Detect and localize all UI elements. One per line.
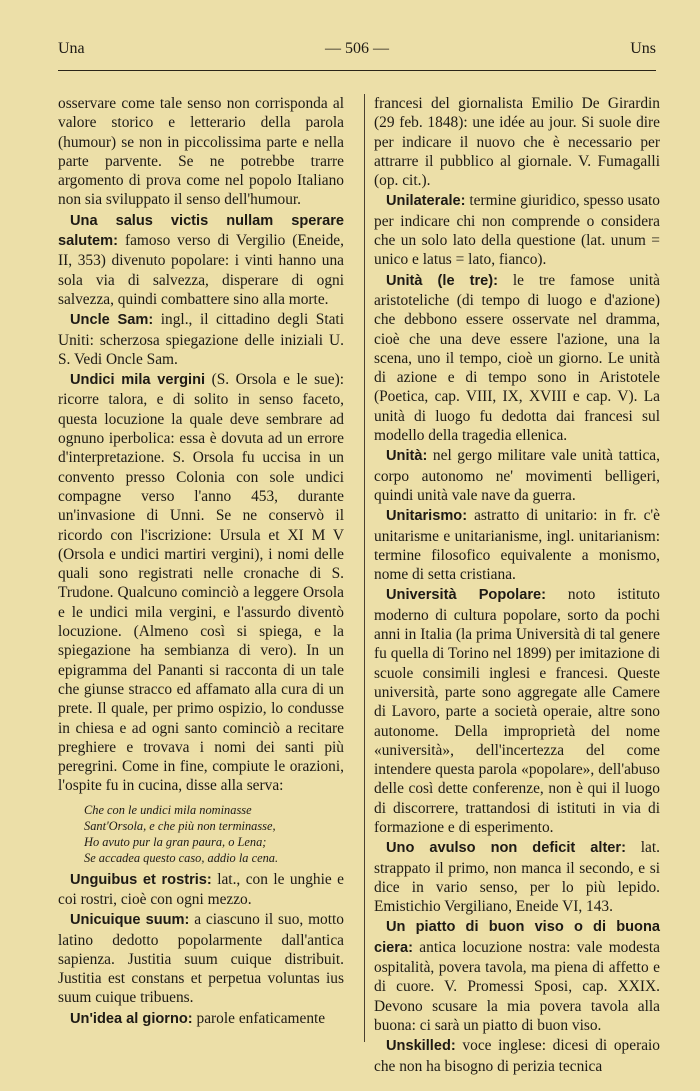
- entry-definition: ingl., il cittadino degli Stati Uniti: scherzosa spiegazione delle iniziali U. S. Vedi Oncle Sam.: [58, 311, 344, 368]
- verse-line: Ho avuto pur la gran paura, o Lena;: [84, 834, 267, 849]
- entry-continuation: [58, 94, 344, 210]
- verse-line: Che con le undici mila nominasse: [84, 802, 252, 817]
- dictionary-entry: [58, 1009, 344, 1029]
- entry-definition: lat., con le unghie e coi rostri, cioè con ogni mezzo.: [58, 870, 344, 908]
- dictionary-entry: [58, 310, 344, 369]
- entry-term: Un piatto di buon viso o di buona ciera:: [374, 919, 660, 956]
- entry-definition: (S. Orsola e le sue): ricorre talora, e di solito in senso faceto, questa locuzione la quale deve sembrare ad ognuno iperbolica: essa è dovuta ad un errore d'interpretazione. S. Orsola fu uccisa in un convento presso Colonia con sole undici compagne verso l'anno 453, durante un'invasione di Unni. Se ne conservò il ricordo con l'iscrizione: Ursula et XI M V (Orsola e undici martiri vergini), i nomi delle quali sono registrati nelle cronache di S. Trudone. Qualcuno cominciò a leggere Orsola e le undici mila vergini, e l'assurdo diventò locuzione. (Almeno così si spiega, e la spiegazione ha sembianza di vero). In un epigramma del Pananti si racconta di un tale che giunse stracco ed affamato alla cura di un prete. Il quale, per primo ospizio, lo condusse in chiesa e ad ogni santo cominciò a recitare preghiere e trovava i nomi dei santi più peregrini. Come in fine, compiute le orazioni, l'ospite fu in cucina, disse alla serva:: [58, 371, 344, 795]
- entry-text: francesi del giornalista Emilio De Girardin (29 feb. 1848): une idée au jour. Si suole dire per indicare il nuovo che è necessario per attrarre il pubblico al giornale. V. Fumagalli (op. cit.).: [374, 95, 660, 190]
- entry-definition: lat. strappato il primo, non manca il secondo, e si dice in vario senso, per lo più lepido. Emistichio Vergiliano, Eneide VI, 143.: [374, 839, 660, 916]
- entry-term: Unguibus et rostris:: [70, 871, 212, 888]
- entry-term: Unitarismo:: [386, 508, 468, 525]
- entry-term: Unicuique suum:: [70, 912, 190, 929]
- entry-text: osservare come tale senso non corrisponda al valore storico e letterario della parola (humour) se non in piccolissima parte e nella parte parvente. Se ne potrebbe trarre argomento di prova come nel popolo Italiano non sia sviluppato il senso dell'humour.: [58, 95, 344, 209]
- dictionary-entry: [58, 211, 344, 309]
- dictionary-entry: [374, 917, 660, 1035]
- entry-term: Unità (le tre):: [386, 272, 499, 289]
- entry-term: Unskilled:: [386, 1038, 456, 1055]
- dictionary-entry: [374, 1036, 660, 1076]
- entry-definition: le tre famose unità aristoteliche (di tempo di luogo e d'azione) che debbono essere osservate nel dramma, cioè che una deve essere l'azione, una la scena, uno il tempo, cioè un giorno. Le unità di azione e di tempo sono in Aristotele (Poetica, cap. VIII, IX, XVIII e cap. V). La unità di luogo fu dedotta dai francesi sul modello della tragedia ellenica.: [374, 271, 660, 445]
- left-column: [58, 94, 344, 1030]
- header-rule: [58, 70, 656, 71]
- entry-definition: antica locuzione nostra: vale modesta ospitalità, povera tavola, ma piena di affetto e di cuore. V. Promessi Sposi, cap. XXIX. Devono scusare la mia povera tavola alla buona: ci sarà un piatto di buon viso.: [374, 938, 660, 1034]
- entry-term: Uno avulso non deficit alter:: [386, 840, 626, 857]
- entry-definition: termine giuridico, spesso usato per indicare chi non comprende o considera che un solo lato della questione (lat. unum = unico e latus = lato, fianco).: [374, 192, 660, 269]
- entry-term: Unità:: [386, 448, 428, 465]
- verse-line: Se accadea questo caso, addio la cena.: [84, 850, 279, 865]
- entry-definition: astratto di unitario: in fr. c'è unitarisme e unitarianisme, ingl. unitarianism: termine filosofico equivalente a monismo, nome di setta cristiana.: [374, 507, 661, 584]
- entry-definition: parole enfaticamente: [196, 1009, 326, 1027]
- dictionary-entry: [374, 838, 660, 916]
- entry-definition: voce inglese: dicesi di operaio che non ha bisogno di perizia tecnica: [374, 1037, 660, 1075]
- dictionary-entry: [374, 585, 660, 837]
- entry-definition: nel gergo militare vale unità tattica, corpo autonomo ne' movimenti belligeri, quindi unità vale nave da guerra.: [374, 447, 660, 504]
- page-number: — 506 —: [325, 40, 389, 57]
- dictionary-entry: [58, 870, 344, 910]
- column-divider: [364, 94, 365, 1042]
- dictionary-entry: [374, 271, 660, 446]
- entry-term: Unilaterale:: [386, 193, 466, 210]
- entry-term: Un'idea al giorno:: [70, 1010, 193, 1027]
- dictionary-entry: [58, 370, 344, 796]
- header-last-word: Uns: [630, 40, 656, 57]
- header-first-word: Una: [58, 40, 85, 57]
- dictionary-entry: [374, 506, 660, 584]
- entry-term: Undici mila vergini: [70, 372, 206, 389]
- entry-definition: a ciascuno il suo, motto latino dedotto popolarmente dall'antica sapienza. Justitia suum cuique distribuit. Justitia est constans et perpetua voluntas ius suum cuique tribuens.: [58, 911, 344, 1007]
- right-column: [374, 94, 660, 1077]
- entry-definition: noto istituto moderno di cultura popolare, sorto da pochi anni in Italia (la prima Università di tal genere fu quella di Torino nel 1899) per imitazione di scuole consimili inglesi e francesi. Queste università, parte sono aggregate alle Camere di Lavoro, parte a società operaie, altre sono autonome. Della improprietà del nome «università», dell'incertezza del come intendere questa parola «popolare», dell'abuso delle così dette conferenze, non è qui il luogo di discorrere, trattandosi di istituti in via di formazione e di esperimento.: [374, 586, 660, 836]
- entry-term: Una salus victis nullam sperare salutem:: [58, 212, 344, 250]
- entry-term: Università Popolare:: [386, 587, 546, 604]
- entry-definition: famoso verso di Vergilio (Eneide, II, 353) divenuto popolare: i vinti hanno una sola via di salvezza, disperare di ogni salvezza, quindi combattere sino alla morte.: [58, 232, 344, 308]
- dictionary-entry: [58, 910, 344, 1007]
- dictionary-entry: [374, 446, 660, 505]
- entry-term: Uncle Sam:: [70, 312, 154, 329]
- epigram-verse: [84, 802, 344, 866]
- entry-continuation: [374, 94, 660, 190]
- verse-line: Sant'Orsola, e che più non terminasse,: [84, 818, 276, 833]
- dictionary-entry: [374, 191, 660, 269]
- running-header: [58, 40, 656, 64]
